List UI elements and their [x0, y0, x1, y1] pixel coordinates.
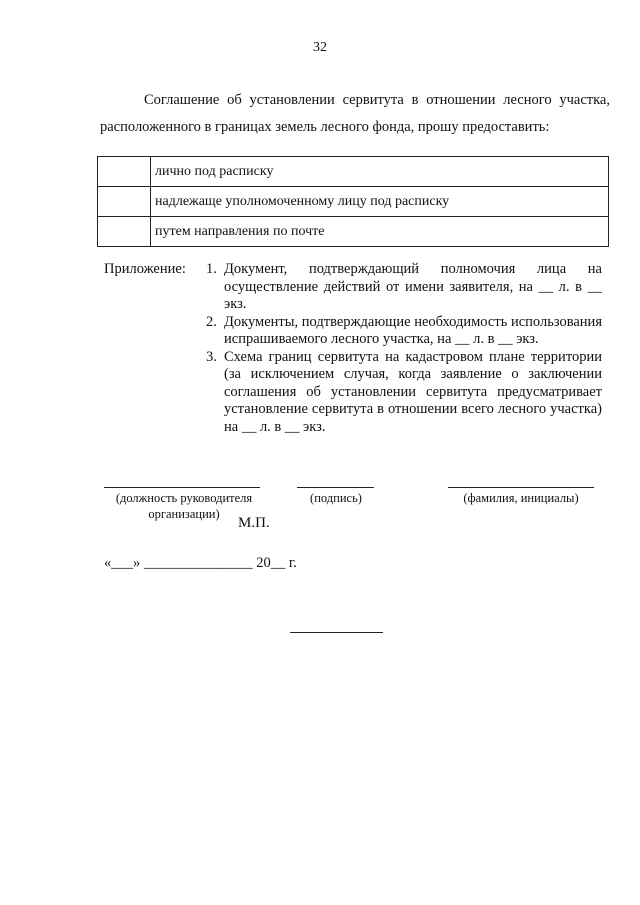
position-signature-line[interactable] — [104, 487, 260, 488]
option-label: путем направления по почте — [151, 217, 609, 247]
position-caption: (должность руководителя организации) — [115, 491, 253, 521]
option-label: надлежаще уполномоченному лицу под расписку — [151, 187, 609, 217]
attachments-label: Приложение: — [104, 261, 186, 277]
date-field[interactable]: «___» _______________ 20__ г. — [104, 555, 297, 571]
attachment-number: 2. — [206, 313, 217, 330]
attachment-number: 3. — [206, 348, 217, 365]
list-item — [206, 261, 602, 314]
option-checkbox-cell[interactable] — [98, 157, 151, 187]
option-label: лично под расписку — [151, 157, 609, 187]
table-row — [98, 217, 609, 247]
delivery-options-table — [97, 156, 609, 247]
table-row — [98, 157, 609, 187]
name-signature-line[interactable] — [448, 487, 594, 488]
end-divider — [290, 632, 383, 633]
stamp-label: М.П. — [238, 515, 270, 531]
intro-paragraph: Соглашение об установлении сервитута в отношении лесного участка, расположенного в границах земель лесного фонда, прошу предоставить: — [100, 92, 610, 135]
attachment-text: Документы, подтверждающие необходимость использования испрашиваемого лесного участка, на __ л. в __ экз. — [224, 313, 602, 347]
attachment-text: Документ, подтверждающий полномочия лица на осуществление действий от имени заявителя, на __ л. в __ экз. — [224, 261, 602, 312]
signature-caption: (подпись) — [310, 491, 362, 505]
table-row — [98, 187, 609, 217]
attachments-list — [206, 261, 602, 436]
attachment-number: 1. — [206, 261, 217, 277]
name-caption: (фамилия, инициалы) — [463, 491, 579, 505]
option-checkbox-cell[interactable] — [98, 187, 151, 217]
list-item — [206, 314, 602, 349]
option-checkbox-cell[interactable] — [98, 217, 151, 247]
attachment-text: Схема границ сервитута на кадастровом плане территории (за исключением случая, когда заявление о заключении соглашения об установлении сервитута предусматривает установление сервитута в отношении всего лесного участка) на __ л. в __ экз. — [224, 348, 602, 435]
signature-line[interactable] — [297, 487, 374, 488]
page-number: 32 — [313, 40, 327, 55]
list-item — [206, 349, 602, 437]
